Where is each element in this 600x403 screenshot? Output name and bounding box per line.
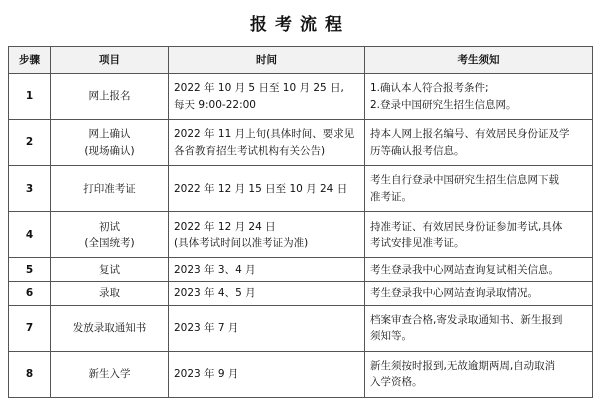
header-notes: 考生须知	[365, 47, 593, 74]
item-line: 录取	[99, 287, 120, 300]
time-cell	[169, 258, 365, 282]
item-line: 网上确认	[88, 128, 131, 141]
item-cell	[51, 258, 169, 282]
process-table	[8, 46, 593, 398]
item-cell	[51, 305, 169, 351]
step-cell: 1	[9, 74, 51, 120]
time-line: (具体考试时间以准考证为准)	[174, 236, 309, 249]
item-line: 发放录取通知书	[72, 322, 147, 335]
header-item: 项目	[51, 47, 169, 74]
notes-cell	[365, 120, 593, 166]
notes-line: 1.确认本人符合报考条件;	[370, 82, 489, 95]
item-line: (现场确认)	[84, 144, 135, 157]
notes-line: 考生登录我中心网站查询复试相关信息。	[370, 263, 559, 276]
notes-line: 须知等。	[370, 330, 412, 343]
item-line: 初试	[99, 220, 120, 233]
table-row	[9, 212, 593, 258]
time-cell	[169, 74, 365, 120]
time-line: 2023 年 7 月	[174, 322, 239, 335]
time-line: 2022 年 10 月 5 日至 10 月 25 日,	[174, 82, 344, 95]
item-cell	[51, 166, 169, 212]
table-row	[9, 120, 593, 166]
time-line: 各省教育招生考试机构有关公告)	[174, 144, 326, 157]
item-cell	[51, 120, 169, 166]
notes-cell	[365, 351, 593, 397]
notes-line: 考生登录我中心网站查询录取情况。	[370, 287, 538, 300]
time-line: 2023 年 4、5 月	[174, 287, 256, 300]
step-cell: 5	[9, 258, 51, 282]
notes-line: 历等确认报考信息。	[370, 144, 465, 157]
notes-cell	[365, 212, 593, 258]
item-line: (全国统考)	[84, 236, 135, 249]
notes-line: 2.登录中国研究生招生信息网。	[370, 98, 517, 111]
step-cell: 2	[9, 120, 51, 166]
step-cell: 4	[9, 212, 51, 258]
time-cell	[169, 166, 365, 212]
item-line: 网上报名	[88, 90, 131, 103]
table-row	[9, 305, 593, 351]
item-line: 打印准考证	[83, 182, 136, 195]
item-cell	[51, 74, 169, 120]
step-cell: 3	[9, 166, 51, 212]
notes-cell	[365, 258, 593, 282]
time-cell	[169, 120, 365, 166]
time-line: 每天 9:00-22:00	[174, 98, 256, 111]
notes-cell	[365, 166, 593, 212]
notes-line: 考试安排见准考证。	[370, 236, 465, 249]
time-line: 2022 年 12 月 24 日	[174, 220, 276, 233]
notes-line: 考生自行登录中国研究生招生信息网下载	[370, 174, 559, 187]
table-body	[9, 74, 593, 398]
table-row	[9, 351, 593, 397]
notes-cell	[365, 282, 593, 306]
header-time: 时间	[169, 47, 365, 74]
table-row	[9, 74, 593, 120]
notes-line: 持准考证、有效居民身份证参加考试,具体	[370, 220, 563, 233]
header-step: 步骤	[9, 47, 51, 74]
table-row	[9, 282, 593, 306]
table-header-row	[9, 47, 593, 74]
item-cell	[51, 351, 169, 397]
time-cell	[169, 282, 365, 306]
step-cell: 6	[9, 282, 51, 306]
step-cell: 8	[9, 351, 51, 397]
notes-line: 入学资格。	[370, 376, 423, 389]
item-line: 新生入学	[88, 368, 131, 381]
step-cell: 7	[9, 305, 51, 351]
notes-line: 新生须按时报到,无故逾期两周,自动取消	[370, 360, 556, 373]
time-line: 2023 年 9 月	[174, 368, 239, 381]
time-cell	[169, 351, 365, 397]
notes-line: 准考证。	[370, 190, 412, 203]
time-cell	[169, 212, 365, 258]
table-row	[9, 258, 593, 282]
notes-line: 档案审查合格,寄发录取通知书、新生报到	[370, 314, 563, 327]
notes-cell	[365, 305, 593, 351]
page-title: 报考流程	[250, 15, 350, 35]
notes-cell	[365, 74, 593, 120]
table-row	[9, 166, 593, 212]
time-line: 2022 年 11 月上旬(具体时间、要求见	[174, 128, 355, 141]
item-cell	[51, 282, 169, 306]
item-cell	[51, 212, 169, 258]
time-cell	[169, 305, 365, 351]
time-line: 2022 年 12 月 15 日至 10 月 24 日	[174, 182, 348, 195]
time-line: 2023 年 3、4 月	[174, 263, 256, 276]
item-line: 复试	[99, 263, 120, 276]
notes-line: 持本人网上报名编号、有效居民身份证及学	[370, 128, 570, 141]
